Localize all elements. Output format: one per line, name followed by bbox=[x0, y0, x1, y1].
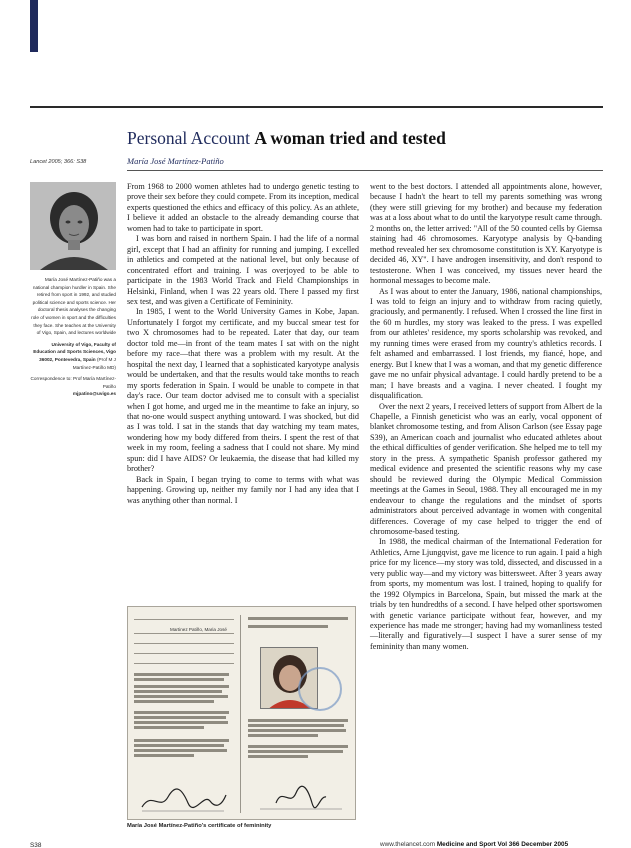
certificate-name-field: Martinez Patiño, Maria José bbox=[170, 627, 227, 632]
paragraph: Back in Spain, I began trying to come to terms with what was happening. Growing up, neither my family nor I had any idea that I was anything other than normal. I bbox=[127, 474, 359, 505]
affiliation-person: (Prof M J Martínez-Patiño MD) bbox=[72, 356, 116, 370]
author-sidebar bbox=[30, 182, 116, 402]
headline: A woman tried and tested bbox=[254, 128, 446, 148]
article-title bbox=[127, 128, 446, 149]
page-footer bbox=[380, 841, 568, 848]
header-color-bar bbox=[30, 0, 38, 52]
affiliation bbox=[30, 341, 116, 371]
body-column-2 bbox=[370, 182, 602, 652]
paragraph: I was born and raised in northern Spain. I had the life of a normal girl, except that I had an affinity for running and jumping. I excelled in athletics and competed at the national level, but only because of concentrated effort and training. I was overjoyed to be able to participate in the 1983 World Track and Field Championships in Helsinki, Finland, when I was 22 years old. There I passed my first sex test, and was given a Certificate of Femininity. bbox=[127, 234, 359, 306]
paragraph: Over the next 2 years, I received letters of support from Albert de la Chapelle, a Finnish geneticist who was an early, vocal opponent of blanket chromosome testing, and from Alison Carlson (see Essay page S39), an American coach and journalist who educated athletes about the ethical difficulties of gender verification. She helped me to tell my story in the press. A sympathetic Spanish professor gathered my medical evidence and presented the scientific reasons why my case should be reviewed during the Olympic Medical Commission meetings at the Games in Seoul, 1988. They all encouraged me in my endeavour to change the regulations and the mindset of sports administrators about perceived advantage in women with congenital differences. Coverage of my case helped to trigger the end of chromosome-based testing. bbox=[370, 401, 602, 536]
portrait-image bbox=[30, 182, 116, 270]
section-label: Personal Account bbox=[127, 128, 250, 148]
certificate-stamp bbox=[298, 667, 342, 711]
affiliation-institution: University of Vigo, Faculty of Education and Sports Sciences, Vigo 36002, Pontevedra, Spain bbox=[33, 341, 116, 362]
signature-right bbox=[256, 783, 346, 813]
signature-left bbox=[138, 785, 228, 815]
email-link[interactable]: mjpatino@uvigo.es bbox=[72, 391, 116, 397]
header-rule bbox=[30, 106, 603, 108]
author-portrait bbox=[30, 182, 116, 270]
certificate-figure bbox=[127, 606, 356, 820]
paragraph: From 1968 to 2000 women athletes had to undergo genetic testing to prove their sex before they could compete. From its inception, medical experts questioned the ethics and efficacy of this policy. As an athlete, I believe it added an obstacle to the already demanding course that women had to take to participate in sport. bbox=[127, 182, 359, 233]
correspondence-label: Correspondence to: Prof María Martínez-Patiño bbox=[30, 376, 116, 389]
paragraph: went to the best doctors. I attended all appointments alone, however, because I hadn't the heart to tell my parents something was wrong (they were still grieving for my brother) and because my federation was at a loss about what to do until the karyotype result came through. 2 months on, the letter arrived: "All of the 50 counted cells by Giemsa staining had 46 chromosomes. Karyotype analysis by Q-banding method revealed her sex chromosome constitution is XY. Karyotype is decided 46, XY". I have androgen insensitivity, and don't respond to testosterone. When I was conceived, my tissues never heard the hormonal messages to become male. bbox=[370, 182, 602, 286]
journal-url[interactable]: www.thelancet.com bbox=[380, 841, 436, 848]
paragraph: In 1988, the medical chairman of the International Federation for Athletics, Arne Ljungqvist, gave me licence to run again. I paid a high price for my licence—my story was told, dissected, and discussed in a very public way—and my victory was bittersweet. After 3 years away from sports, my momentum was lost. I trained, hoping to qualify for the 1992 Olympics in Barcelona, Spain, but missed the mark at the trials by ten hundredths of a second. I have helped other sportswomen with genetic variance participate without fear, however, and my experience has made me stronger; having had my womanliness tested—literally and figuratively—I suspect I have a surer sense of my femininity than many women. bbox=[370, 537, 602, 651]
author-bio: María José Martínez-Patiño was a national champion hurdler in Spain. She retired from sport in 1992, and studied political science and sports science. Her doctoral thesis analyses the changing role of women in sport and the difficulties they face. She teaches at the University of Vigo, Spain, and lectures worldwide bbox=[31, 277, 116, 336]
body-column-1 bbox=[127, 182, 359, 506]
citation: Lancet 2005; 366: S38 bbox=[30, 159, 87, 165]
figure-caption: María José Martínez-Patiño's certificate of femininity bbox=[127, 823, 272, 829]
paragraph: As I was about to enter the January, 1986, national championships, I was told to feign an injury and to withdraw from racing quietly, graciously, and permanently. I refused. When I crossed the line first in the 60 m hurdles, my story was leaked to the press. I was expelled from our athletes' residence, my sports scholarship was revoked, and my running times were erased from my country's athletics records. I felt ashamed and embarrassed. I lost friends, my fiancé, hope, and energy. But I knew that I was a woman, and that my genetic difference gave me no unfair physical advantage. I could hardly pretend to be a man; I have breasts and a vagina. I never cheated. I fought my disqualification. bbox=[370, 286, 602, 401]
journal-issue: Medicine and Sport Vol 366 December 2005 bbox=[436, 841, 569, 848]
correspondence bbox=[30, 375, 116, 398]
author-name: María José Martínez-Patiño bbox=[127, 156, 224, 166]
paragraph: In 1985, I went to the World University Games in Kobe, Japan. Unfortunately I forgot my certificate, and my buccal smear test for two X chromosomes had to be repeated. Later that day, our team doctor told me—in front of the team mates I sat with on the night before my race—that there was a problem with my result. At the hospital the next day, I learned that a sophisticated karyotype analysis would be undertaken, and that the results would take months to reach my sports federation in Spain. I would be unable to compete in that day's race. Our team doctor advised me to consult with a specialist when I got home, and urged me in the meantime to fake an injury, so that no-one would suspect anything untoward. I was shocked, but did as I was told. I sat in the stands that day watching my team mates, wondering how my body differed from theirs. I spent the rest of that week in my room, feeling a sadness that I could not share. My mind spun: did I have AIDS? Or leukaemia, the disease that had killed my brother? bbox=[127, 307, 359, 474]
title-rule bbox=[127, 170, 603, 171]
page-number: S38 bbox=[30, 842, 42, 848]
